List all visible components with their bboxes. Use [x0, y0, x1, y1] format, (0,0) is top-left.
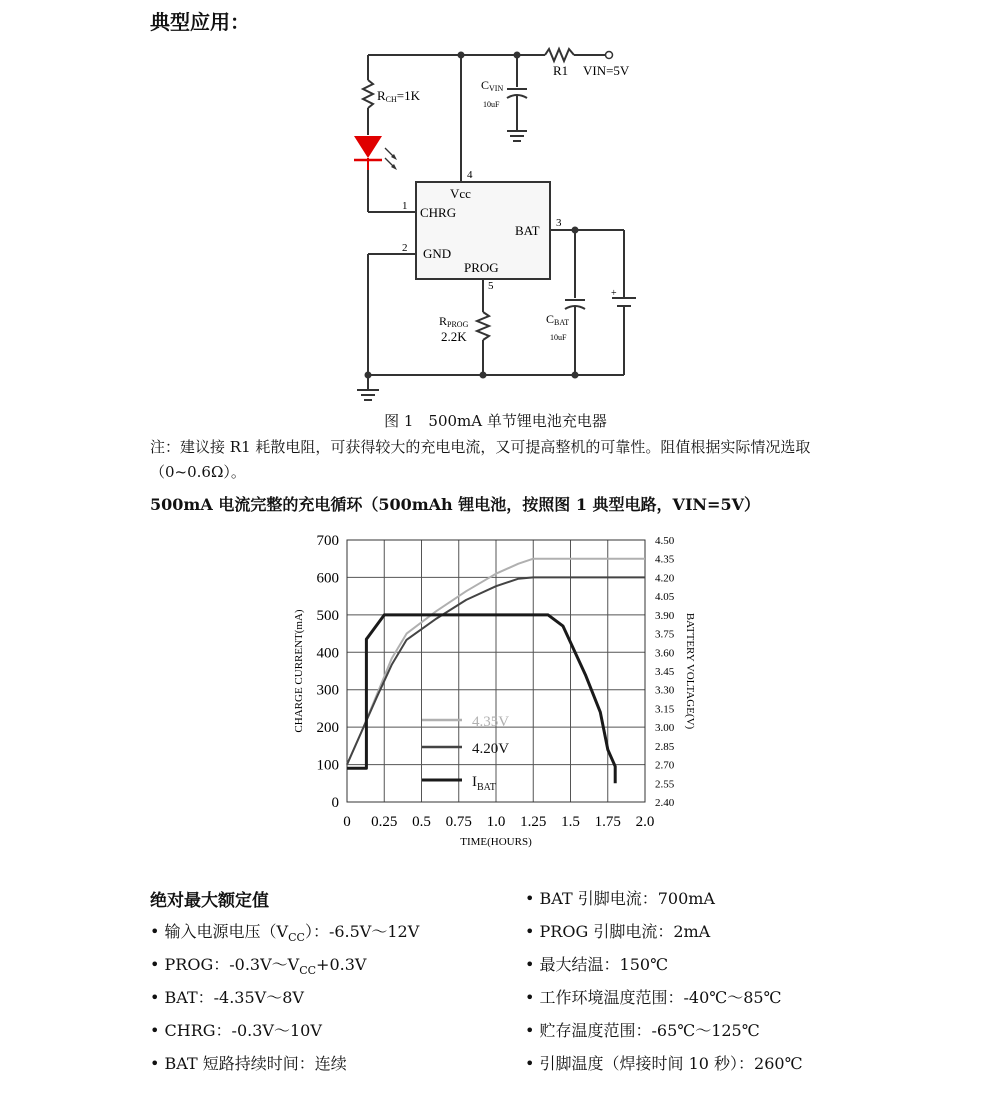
y2-tick-label: 3.75 — [655, 628, 675, 641]
section-heading-typical-application: 典型应用： — [150, 10, 250, 34]
x-axis-label: TIME(HOURS) — [460, 836, 532, 848]
rating-item: • BAT：-4.35V～8V — [150, 988, 304, 1007]
chart-section-title: 500mA 电流完整的充电循环（500mAh 锂电池，按照图 1 典型电路，VIN=5V） — [150, 495, 761, 514]
y-tick-label: 700 — [316, 533, 339, 549]
y2-axis-label: BATTERY VOLTAGE(V) — [684, 612, 696, 730]
ratings-left-column — [150, 915, 419, 1080]
rprog-label: RPROG — [439, 314, 469, 329]
rating-item: • 最大结温：150℃ — [525, 955, 668, 974]
led-icon — [354, 136, 397, 170]
pin3-label: 3 — [556, 217, 562, 229]
x-tick-label: 0.75 — [445, 814, 472, 830]
y-tick-label: 0 — [331, 795, 339, 811]
y2-tick-label: 3.60 — [655, 647, 675, 660]
x-tick-label: 1.5 — [561, 814, 580, 830]
ratings-title: 绝对最大额定值 — [150, 891, 269, 911]
rating-item: • 引脚温度（焊接时间 10 秒）：260℃ — [525, 1054, 803, 1073]
cvin-label: CVIN — [481, 78, 504, 93]
y2-tick-label: 3.15 — [655, 703, 675, 716]
prog-pin-label: PROG — [464, 260, 499, 275]
x-tick-label: 1.0 — [486, 814, 506, 830]
y2-tick-label: 2.40 — [655, 797, 675, 809]
y-tick-label: 600 — [316, 570, 339, 587]
bat-pin-label: BAT — [515, 223, 540, 238]
y2-tick-label: 4.05 — [655, 591, 675, 604]
vcc-pin-label: Vcc — [450, 186, 471, 201]
y-axis-label: CHARGE CURRENT(mA) — [293, 609, 305, 733]
pin1-label: 1 — [402, 200, 408, 212]
battery-plus-label: + — [611, 288, 617, 299]
y2-tick-label: 3.45 — [655, 666, 675, 678]
rating-item: • BAT 引脚电流：700mA — [525, 889, 715, 908]
y2-tick-label: 3.30 — [655, 684, 675, 697]
x-tick-label: 1.25 — [520, 814, 547, 830]
note-text: 注：建议接 R1 耗散电阻，可获得较大的充电电流，又可提高整机的可靠性。阻值根据实际情况选取（0~0.6Ω）。 — [150, 438, 811, 481]
charge-cycle-chart — [0, 520, 991, 860]
y2-tick-label: 4.20 — [655, 572, 675, 585]
y-tick-label: 100 — [316, 757, 339, 774]
rating-item: • CHRG：-0.3V～10V — [150, 1021, 322, 1040]
legend-label: 4.20V — [472, 741, 510, 757]
chart-grid — [347, 540, 645, 802]
rch-label: RCH=1K — [377, 88, 421, 104]
y-tick-label: 500 — [316, 607, 339, 624]
y2-tick-label: 2.85 — [655, 740, 675, 753]
y-tick-label: 400 — [316, 645, 339, 662]
rating-item: • 输入电源电压$(V_{CC})$：-6.5V～12V — [150, 922, 420, 945]
x-tick-label: 0 — [343, 814, 351, 830]
x-tick-label: 0.25 — [371, 814, 398, 830]
ratings-right-column — [525, 882, 803, 1080]
chrg-pin-label: CHRG — [420, 205, 457, 220]
rating-item: • 工作环境温度范围：-40℃～85℃ — [525, 988, 782, 1007]
y-tick-label: 200 — [316, 720, 339, 737]
y2-tick-label: 4.50 — [655, 535, 675, 547]
legend-label: 4.35V — [472, 714, 510, 730]
x-tick-label: 2.0 — [635, 814, 655, 830]
rating-item: • PROG 引脚电流：2mA — [525, 922, 711, 941]
y2-tick-label: 2.70 — [655, 759, 675, 772]
y2-tick-label: 3.00 — [655, 722, 675, 735]
vin-terminal — [606, 52, 613, 59]
pin5-label: 5 — [488, 280, 494, 292]
vin-label: VIN=5V — [583, 63, 630, 78]
circuit-schematic — [0, 0, 991, 410]
series-line-2 — [347, 615, 615, 783]
rating-item: • 贮存温度范围：-65℃～125℃ — [525, 1021, 760, 1040]
pin2-label: 2 — [402, 242, 408, 254]
cbat-label: CBAT — [546, 312, 570, 327]
y2-tick-label: 3.90 — [655, 609, 675, 622]
x-tick-label: 0.5 — [412, 814, 431, 830]
y-tick-label: 300 — [316, 682, 339, 699]
legend-label: $I_{BAT}$ — [472, 774, 496, 793]
gnd-pin-label: GND — [423, 246, 452, 261]
cbat-value: 10uF — [550, 333, 567, 342]
cvin-value: 10uF — [483, 100, 500, 109]
rprog-value: 2.2K — [441, 329, 467, 344]
pin4-label: 4 — [467, 169, 473, 181]
r1-label: R1 — [553, 63, 569, 78]
rating-item: • PROG：$-0.3V\sim V_{CC}+0.3V$ — [150, 955, 367, 978]
x-tick-label: 1.75 — [594, 814, 621, 830]
rating-item: • BAT 短路持续时间：连续 — [150, 1054, 347, 1073]
y2-tick-label: 2.55 — [655, 778, 675, 791]
y2-tick-label: 4.35 — [655, 553, 675, 566]
figure-caption: 图 1 500mA 单节锂电池充电器 — [384, 412, 607, 430]
